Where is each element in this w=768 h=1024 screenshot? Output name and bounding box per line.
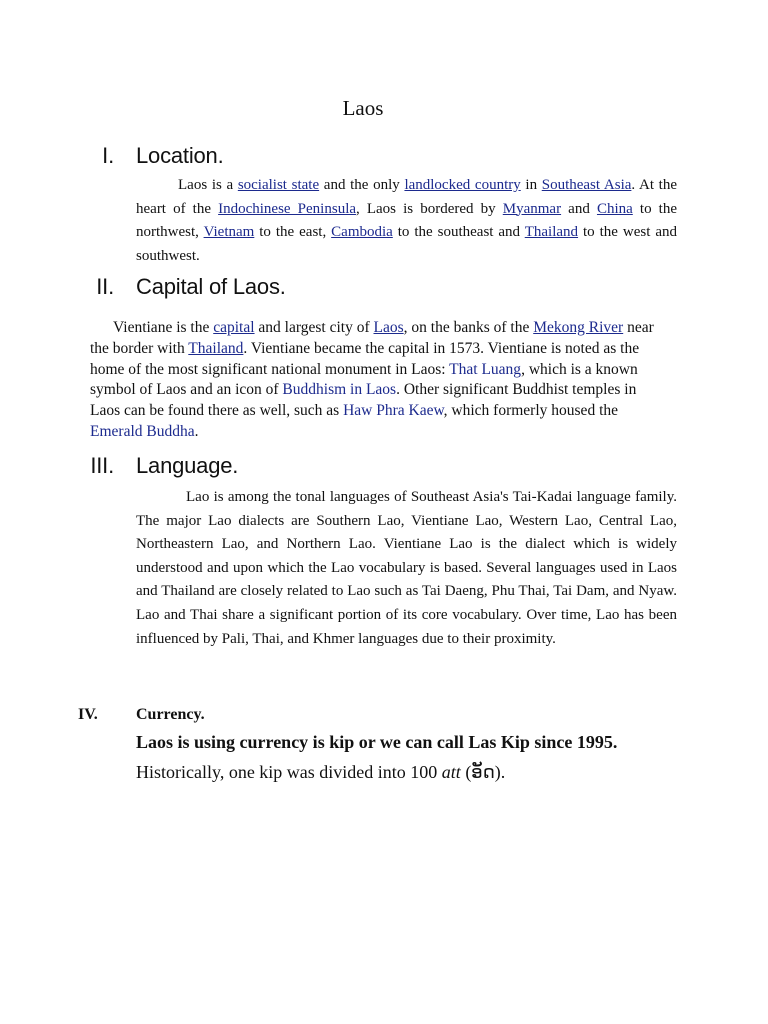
section-title: Language. [136, 453, 239, 478]
currency-statement: Laos is using currency is kip or we can call Las Kip since 1995. [136, 732, 618, 752]
link-capital[interactable]: capital [213, 319, 255, 336]
capital-paragraph: Vientiane is the capital and largest city of Laos, on the banks of the Mekong River near the border with Thailand. Vientiane became the capital in 1573. Vientiane is noted as the home of the most significant national monument in Laos: That Luang, which is a known symbol of Laos and an icon of Buddhism in Laos. Other significant Buddhist temples in Laos can be found there as well, such as Haw Phra Kaew, which formerly housed the Emerald Buddha. [90, 319, 654, 440]
link-myanmar[interactable]: Myanmar [502, 200, 562, 217]
link-emerald-buddha[interactable]: Emerald Buddha [90, 422, 195, 440]
section-title: Location. [136, 143, 224, 168]
section-number: II. [96, 274, 114, 299]
page-title: Laos [342, 96, 384, 120]
currency-history: Historically, one kip was divided into 100 att (ອັດ). [136, 762, 506, 782]
location-paragraph: Laos is a socialist state and the only landlocked country in Southeast Asia. At the heart of the Indochinese Peninsula, Laos is bordered by Myanmar and China to the northwest, Vietnam to the east, Cambodia to the southeast and Thailand to the west and southwest. [136, 177, 677, 264]
link-landlocked-country[interactable]: landlocked country [404, 177, 521, 193]
section-number: III. [90, 453, 114, 478]
section-title: Capital of Laos. [136, 274, 286, 299]
link-thailand[interactable]: Thailand [524, 224, 579, 241]
link-laos[interactable]: Laos [373, 319, 404, 336]
link-cambodia[interactable]: Cambodia [331, 224, 393, 241]
link-vietnam[interactable]: Vietnam [203, 224, 255, 241]
link-thailand-capital[interactable]: Thailand [188, 339, 244, 357]
link-china[interactable]: China [596, 200, 633, 217]
link-haw-phra-kaew[interactable]: Haw Phra Kaew [343, 402, 444, 420]
link-buddhism-in-laos[interactable]: Buddhism in Laos [282, 381, 397, 399]
link-socialist-state[interactable]: socialist state [237, 177, 320, 193]
section-title: Currency. [136, 706, 205, 723]
link-southeast-asia[interactable]: Southeast Asia [541, 177, 632, 193]
link-that-luang[interactable]: That Luang [449, 360, 522, 378]
att-term: att [441, 762, 461, 782]
section-number: I. [102, 143, 114, 168]
link-mekong-river[interactable]: Mekong River [533, 319, 624, 336]
section-number: IV. [78, 706, 98, 723]
language-paragraph: Lao is among the tonal languages of Southeast Asia's Tai-Kadai language family. The major Lao dialects are Southern Lao, Vientiane Lao, Western Lao, Central Lao, Northeastern Lao, and Northern Lao. Vientiane Lao is the dialect which is widely understood and upon which the Lao vocabulary is based. Several languages used in Laos and Thailand are closely related to Lao such as Tai Daeng, Phu Thai, Tai Dam, and Nyaw. Lao and Thai share a significant portion of its core vocabulary. Over time, Lao has been influenced by Pali, Thai, and Khmer languages due to their proximity. [136, 489, 677, 647]
link-indochinese-peninsula[interactable]: Indochinese Peninsula [218, 200, 357, 217]
